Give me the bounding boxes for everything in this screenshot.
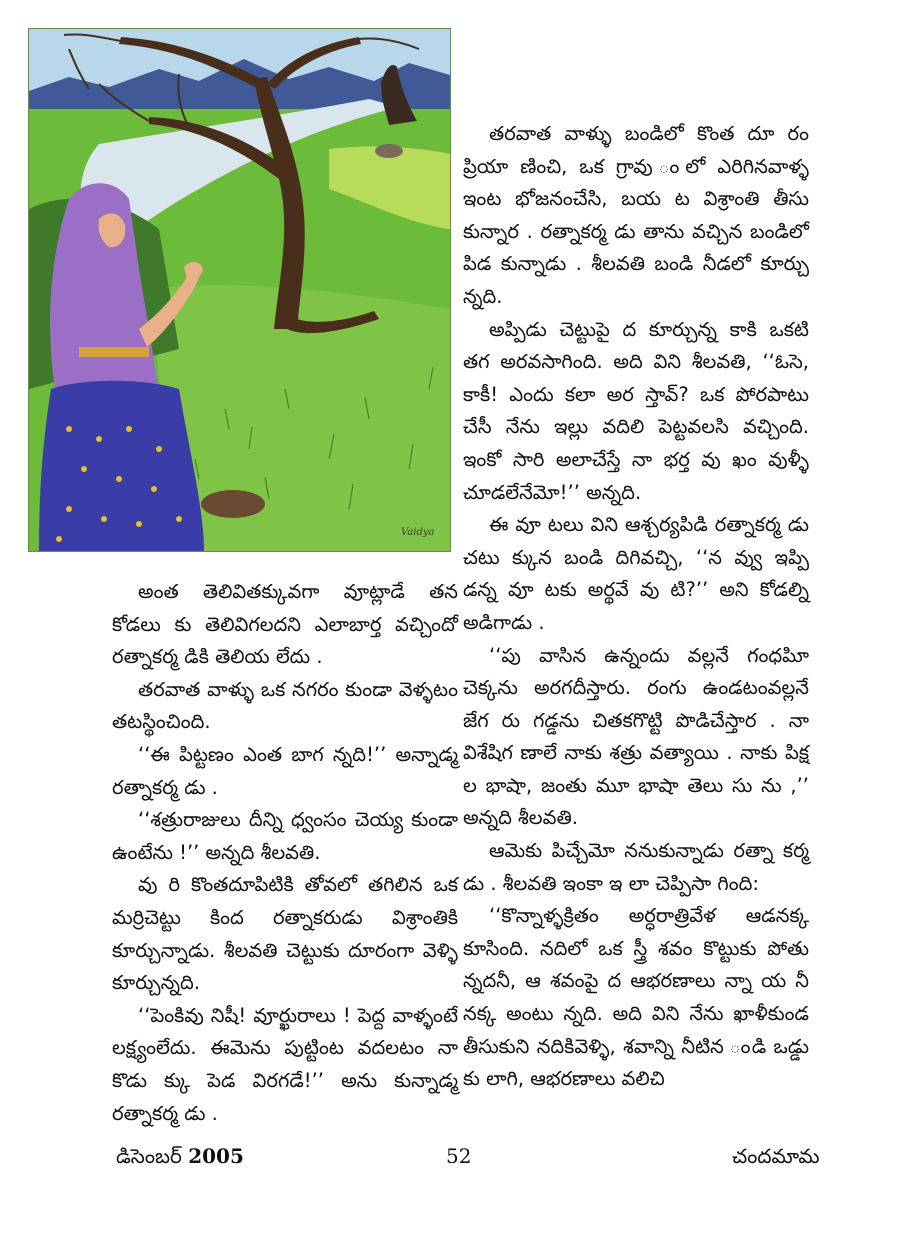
artist-signature: Vaidya bbox=[401, 527, 435, 538]
footer-month: డిసెంబర్ bbox=[116, 1144, 182, 1168]
paragraph: ‘‘ఈ పిట్టణం ఎంత బాగ న్నది!’’ అన్నాడ్మ రత్నాకర్మ డు . bbox=[112, 742, 458, 799]
footer-year: 2005 bbox=[188, 1144, 244, 1168]
paragraph: అప్పిడు చెట్టుపై ద కూర్చున్న కాకి ఒకటి తగ అరవసాగింది. అది విని శీలవతి, ‘‘ఓసె, కాకీ! ఎందు కలా అర స్తావ్? ఒక పోరపాటు చేసీ నేను ఇల్లు వదిలి పెట్టవలసి వచ్చింది. ఇంకో సారి అలాచేస్తే నా భర్త వు ఖం వుళ్ళీ చూడలేనేమో!’’ అన్నది. bbox=[463, 317, 809, 504]
paragraph: తరవాత వాళ్ళు బండిలో కొంత దూ రం ప్రియా ణించి, ఒక గ్రావు ంలో ఎరిగినవాళ్ళ ఇంట భోజనంచేసి, బయ ట విశ్రాంతి తీసు కున్నార . రత్నాకర్మ డు తాను వచ్చిన బండిలో పిడ కున్నాడు . శీలవతి బండి నీడలో కూర్చు న్నది. bbox=[463, 122, 809, 308]
left-column bbox=[112, 576, 458, 1130]
magazine-name: చందమామ bbox=[732, 1144, 820, 1168]
paragraph: ‘‘పెంకివు నిషీ! వూర్ఖురాలు ! పెద్ద వాళ్ళంటే లక్ష్యంలేదు. ఈమెను పుట్టింట వదలటం నా కొడు క్కు పెడ విరగడే!’’ అను కున్నాడ్మ రత్నాకర్మ డు . bbox=[112, 1003, 458, 1125]
paragraph: ‘‘శత్రురాజులు దీన్ని ధ్వంసం చెయ్య కుండా ఉంటేను !’’ అన్నది శీలవతి. bbox=[112, 808, 458, 864]
paragraph: ఈ వూ టలు విని ఆశ్చర్యపిడి రత్నాకర్మ డు చటు క్కున బండి దిగివచ్చి, ‘‘న వ్వు ఇప్పి డన్న వూ టకు అర్థవే వు టి?’’ అని కోడల్ని అడిగాడు . bbox=[463, 513, 809, 634]
rock bbox=[201, 490, 265, 518]
page-number: 52 bbox=[446, 1144, 472, 1168]
paragraph: ‘‘కొన్నాళ్ళక్రితం అర్ధరాత్రివేళ ఆడనక్క కూసింది. నదిలో ఒక స్త్రీ శవం కొట్టుకు పోతు న్నదనీ, ఆ శవంపై ద ఆభరణాలు న్నా య నీ నక్క అంటు న్నది. అది విని నేను ఖాళీకుండ తీసుకుని నదికివెళ్ళి, శవాన్ని నీటిన ండి ఒడ్డు కు లాగి, ఆభరణాలు వలిచి bbox=[463, 904, 809, 1091]
paragraph: తరవాత వాళ్ళు ఒక నగరం కుండా వెళ్ళటం తటస్థించింది. bbox=[112, 677, 458, 734]
paragraph: ‘‘పు వాసిన ఉన్నందు వల్లనే గంధపిూ చెక్కను అరగదీస్తారు. రంగు ఉండటంవల్లనే జేగ రు గడ్డను చితకగొట్టి పొడిచేస్తార . నా విశేషిగ ణాలే నాకు శత్రు వత్యాయి . నాకు పిక్ష ల భాషా, జంతు మూ భాషా తెలు సు ను ,’’ అన్నది శీలవతి. bbox=[463, 643, 809, 830]
paragraph: ఆమెకు పిచ్చేమో ననుకున్నాడు రత్నా కర్మ డు . శీలవతి ఇంకా ఇ లా చెప్పిసా గింది: bbox=[463, 839, 809, 895]
story-illustration bbox=[28, 28, 451, 552]
footer-date bbox=[116, 1141, 244, 1171]
paragraph: అంత తెలివితక్కువగా వూట్లాడే తన కోడలు కు తెలివిగలదని ఎలాబార్త వచ్చిందో రత్నాకర్మ డికి తెలియ లేదు . bbox=[112, 580, 458, 669]
right-column bbox=[463, 118, 809, 1096]
illustration-drawing bbox=[29, 29, 450, 551]
paragraph: వు రి కొంతదూపిటికి తోవలో తగిలిన ఒక మర్రిచెట్టు కింద రత్నాకరుడు విశ్రాంతికి కూర్చున్నాడు. శీలవతి చెట్టుకు దూరంగా వెళ్ళి కూర్చున్నది. bbox=[112, 873, 458, 995]
rock-far bbox=[375, 144, 403, 158]
